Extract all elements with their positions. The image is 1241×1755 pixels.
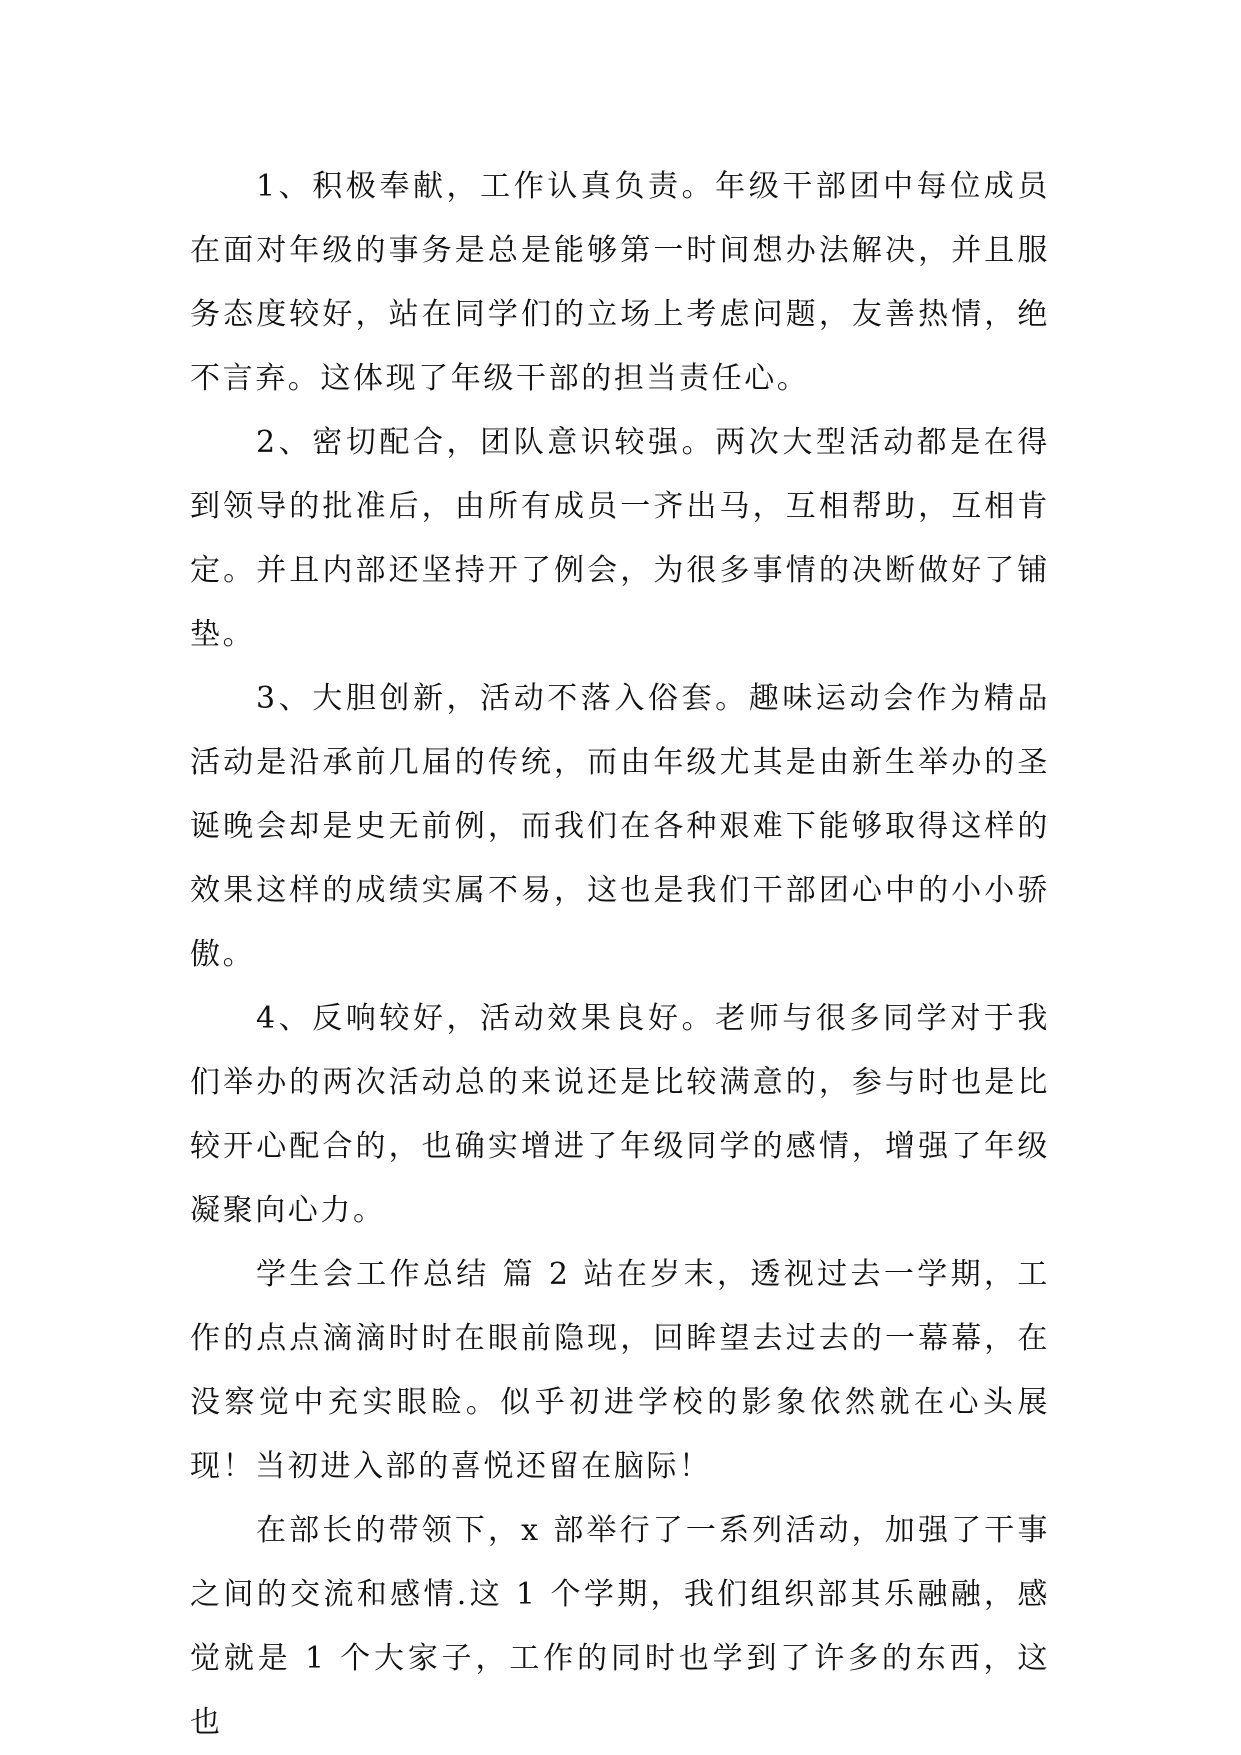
paragraph-4: 4、反响较好，活动效果良好。老师与很多同学对于我们举办的两次活动总的来说还是比较满意的，参与时也是比较开心配合的，也确实增进了年级同学的感情，增强了年级凝聚向心力。 <box>190 1001 1050 1228</box>
document-body <box>190 155 1050 1755</box>
paragraph-2: 2、密切配合，团队意识较强。两次大型活动都是在得到领导的批准后，由所有成员一齐出马，互相帮助，互相肯定。并且内部还坚持开了例会，为很多事情的决断做好了铺垫。 <box>190 425 1050 652</box>
paragraph-6: 在部长的带领下，x 部举行了一系列活动，加强了干事之间的交流和感情.这 1 个学期，我们组织部其乐融融，感觉就是 1 个大家子，工作的同时也学到了许多的东西，这也 <box>190 1513 1050 1740</box>
paragraph-1: 1、积极奉献，工作认真负责。年级干部团中每位成员在面对年级的事务是总是能够第一时间想办法解决，并且服务态度较好，站在同学们的立场上考虑问题，友善热情，绝不言弃。这体现了年级干部的担当责任心。 <box>190 169 1050 396</box>
paragraph-5: 学生会工作总结 篇 2 站在岁末，透视过去一学期，工作的点点滴滴时时在眼前隐现，回眸望去过去的一幕幕，在没察觉中充实眼睑。似乎初进学校的影象依然就在心头展现！当初进入部的喜悦还留在脑际！ <box>190 1257 1050 1484</box>
paragraph-3: 3、大胆创新，活动不落入俗套。趣味运动会作为精品活动是沿承前几届的传统，而由年级尤其是由新生举办的圣诞晚会却是史无前例，而我们在各种艰难下能够取得这样的效果这样的成绩实属不易，这也是我们干部团心中的小小骄傲。 <box>190 681 1050 972</box>
